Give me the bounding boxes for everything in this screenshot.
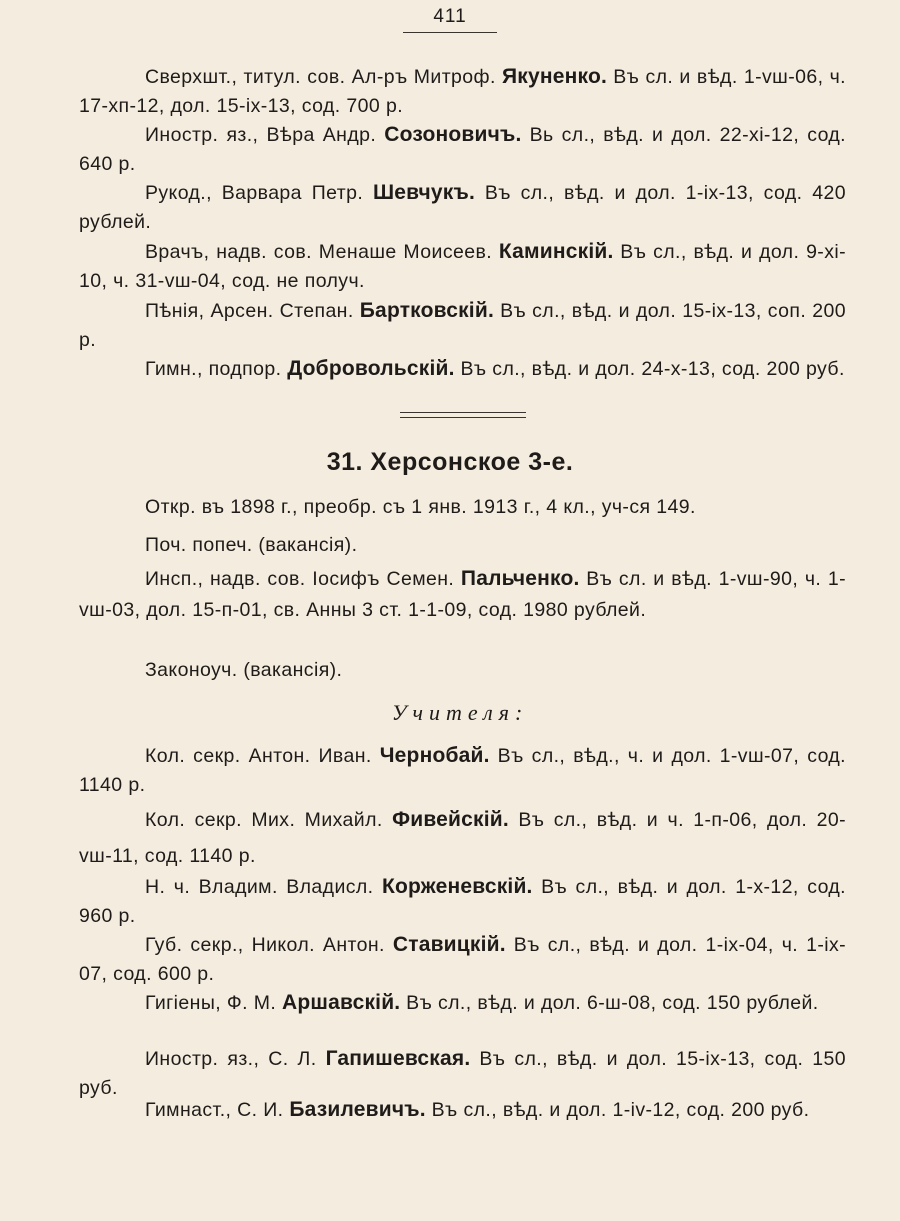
entry-details: Гимнаст., С. И. xyxy=(145,1099,290,1121)
teacher-entry xyxy=(79,930,846,989)
teacher-entry xyxy=(79,872,846,931)
person-name: Бартковскій. xyxy=(359,299,494,322)
person-name: Пальченко. xyxy=(460,567,580,590)
teacher-entry xyxy=(79,741,846,800)
entry-details: Въ сл. и вѣд. 1-vш-06, ч. 17-xп-12, дол. 15-ix-13, сод. 700 р. xyxy=(79,66,846,117)
staff-entry xyxy=(79,62,846,121)
staff-entry xyxy=(79,563,846,626)
person-name: Аршавскій. xyxy=(282,991,401,1014)
person-name: Якуненко. xyxy=(502,65,608,88)
entry-details: Инсп., надв. сов. Іосифъ Семен. xyxy=(145,568,461,590)
section-divider xyxy=(400,412,526,418)
staff-entry xyxy=(79,296,846,355)
staff-entry xyxy=(79,354,846,384)
entry-details: Въ сл., вѣд. и дол. 15-ix-13, соп. 200 р. xyxy=(79,300,846,351)
entry-details: Иностр. яз., Вѣра Андр. xyxy=(145,124,385,146)
entry-details: Кол. секр. Мих. Михайл. xyxy=(145,809,393,831)
staff-entry xyxy=(79,178,846,237)
entry-details: Въ сл., вѣд. и дол. 6-ш-08, сод. 150 рублей. xyxy=(400,992,819,1014)
person-name: Добровольскій. xyxy=(287,357,455,380)
person-name: Чернобай. xyxy=(379,744,490,767)
entry-details: Въ сл., вѣд. и дол. 1-x-12, сод. 960 р. xyxy=(79,876,846,927)
entry-details: Въ сл., вѣд. и дол. 1-ix-04, ч. 1-ix-07, сод. 600 р. xyxy=(79,934,846,985)
page-number-rule xyxy=(403,32,497,33)
entry-details: Въ сл., вѣд. и дол. 15-ix-13, сод. 150 руб. xyxy=(79,1048,846,1099)
entry-details: Н. ч. Владим. Владисл. xyxy=(145,876,382,898)
person-name: Базилевичъ. xyxy=(289,1098,426,1121)
entry-details: Сверхшт., титул. сов. Ал-ръ Митроф. xyxy=(145,66,502,88)
person-name: Фивейскій. xyxy=(392,808,509,831)
person-name: Созоновичъ. xyxy=(384,123,522,146)
page-number: 411 xyxy=(433,6,467,27)
entry-details: Въ сл., вѣд. и дол. 9-xi-10, ч. 31-vш-04, сод. не получ. xyxy=(79,241,846,292)
person-name: Корженевскій. xyxy=(381,875,533,898)
entry-details: Пѣнія, Арсен. Степан. xyxy=(145,300,360,322)
entry-details: Въ сл., вѣд. и дол. 1-iv-12, сод. 200 руб. xyxy=(425,1099,810,1121)
person-name: Гапишевская. xyxy=(325,1047,471,1070)
teacher-entry xyxy=(79,988,846,1018)
entry-details: Въ сл. и вѣд. 1-vш-90, ч. 1-vш-03, дол. 15-п-01, св. Анны 3 ст. 1-1-09, сод. 1980 рублей. xyxy=(79,568,846,621)
person-name: Каминскій. xyxy=(498,240,614,263)
person-name: Шевчукъ. xyxy=(372,181,475,204)
entry-details: Губ. секр., Никол. Антон. xyxy=(145,934,393,956)
teacher-entry xyxy=(79,1095,846,1125)
school-info-line: Откр. въ 1898 г., преобр. съ 1 янв. 1913 г., 4 кл., уч-ся 149. xyxy=(145,496,696,518)
entry-details: Въ сл., вѣд. и дол. 1-ix-13, сод. 420 рублей. xyxy=(79,182,847,233)
staff-entry xyxy=(79,237,846,296)
section-heading: 31. Херсонское 3-е. xyxy=(326,448,574,476)
entry-details: Въ сл., вѣд., ч. и дол. 1-vш-07, сод. 1140 р. xyxy=(79,745,846,796)
staff-entry xyxy=(79,120,846,179)
entry-details: Врачъ, надв. сов. Менаше Моисеев. xyxy=(145,241,499,263)
teachers-heading: Учителя: xyxy=(391,700,529,725)
entry-details: Гимн., подпор. xyxy=(145,358,288,380)
entry-details: Гигіены, Ф. М. xyxy=(145,992,283,1014)
teacher-entry xyxy=(79,802,846,874)
entry-details: Вь сл., вѣд. и дол. 22-xi-12, сод. 640 р. xyxy=(79,124,846,175)
entry-details: Иностр. яз., С. Л. xyxy=(145,1048,326,1070)
school-info-line: Поч. попеч. (вакансія). xyxy=(145,534,358,556)
person-name: Ставицкій. xyxy=(392,933,506,956)
entry-details: Въ сл., вѣд. и ч. 1-п-06, дол. 20-vш-11, сод. 1140 р. xyxy=(79,809,846,867)
entry-details: Въ сл., вѣд. и дол. 24-x-13, сод. 200 руб. xyxy=(454,358,845,380)
school-info-line: Законоуч. (вакансія). xyxy=(145,659,343,681)
entry-details: Кол. секр. Антон. Иван. xyxy=(145,745,380,767)
entry-details: Рукод., Варвара Петр. xyxy=(145,182,373,204)
